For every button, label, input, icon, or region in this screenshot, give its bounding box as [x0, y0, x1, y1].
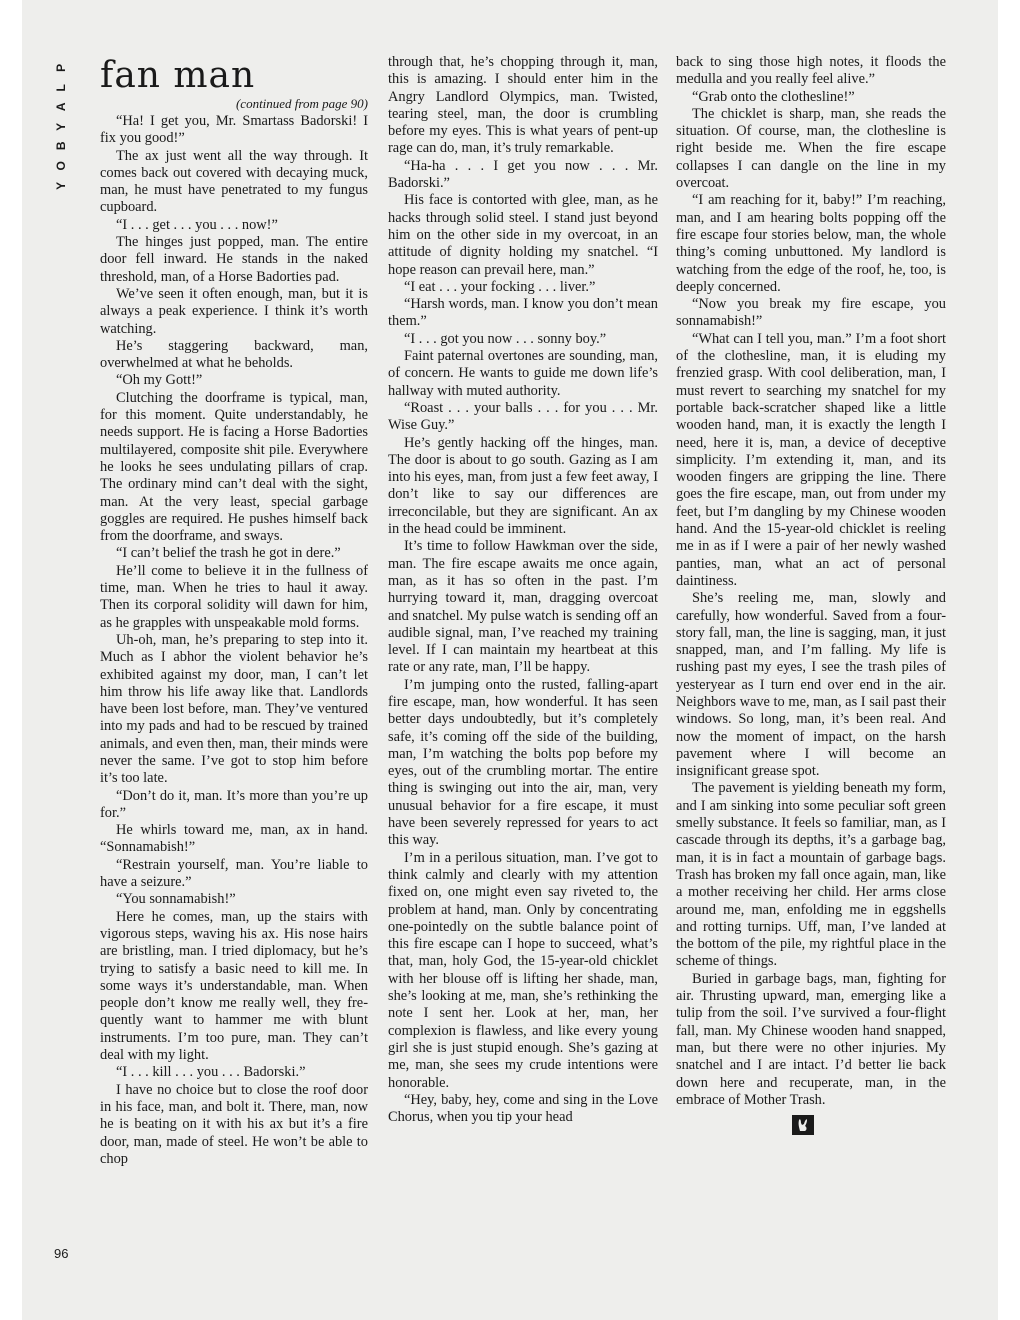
- column-body: [676, 54, 946, 1109]
- paragraph: “Roast . . . your balls . . . for you . . . Mr. Wise Guy.”: [388, 399, 658, 434]
- masthead-letter: B: [54, 141, 69, 151]
- paragraph: He’s staggering backward, man, overwhelmed at what he beholds.: [100, 337, 368, 372]
- paragraph: “I . . . got you now . . . sonny boy.”: [404, 330, 607, 347]
- paragraph: “Hey, baby, hey, come and sing in the Love Chorus, when you tip your head: [388, 1091, 658, 1126]
- paragraph: The ax just went all the way through. It comes back out covered with decaying muck, man, he must have penetrated to my fungus cupboard.: [100, 147, 368, 216]
- paragraph: I’m jumping onto the rusted, falling-apart fire escape, man, how wonderful. It has seen better days undoubtedly, but it’s completely safe, it’s coming off the side of the building, man, I’m watching the bolts pop before my eyes, out of the crumbling mortar. The entire thing is swinging out into the air, man, very unusual behavior for a fire escape, it must have been severely repressed for years to act this way.: [388, 676, 658, 849]
- paragraph: She’s reeling me, man, slowly and carefully, how wonderful. Saved from a four-story fall, man, the line is sagging, man, it just snapped, man, and I’m falling. My life is rushing past my eyes, I see the trash piles of yesteryear as I turn end over end in the air. Neighbors wave to me, man, as I sail past their windows. So long, man, it’s been real. And now the moment of impact, on the harsh pavement where I will become an insignificant grease spot.: [676, 590, 946, 780]
- paragraph: We’ve seen it often enough, man, but it is always a peak experience. I think it’s worth watching.: [100, 285, 368, 337]
- paragraph: “Grab onto the clothesline!”: [692, 88, 855, 105]
- paragraph: The chicklet is sharp, man, she reads the situation. Of course, man, the clothesline is right beside me. When the fire escape collapses I can dangle on the line in my overcoat.: [676, 105, 946, 192]
- masthead-letter: A: [54, 102, 69, 112]
- masthead-letter: L: [54, 83, 69, 92]
- paragraph: through that, he’s chopping through it, man, this is amazing. I should enter him in the Angry Landlord Olympics, man. Twisted, tearing steel, man, the door is crumbling before my eyes. This is what years of pent-up rage can do, man, it’s truly remarkable.: [388, 54, 658, 157]
- paragraph: “Now you break my fire escape, you sonnamabish!”: [676, 296, 946, 330]
- paragraph: “I can’t belief the trash he got in dere.”: [116, 545, 341, 562]
- paragraph: It’s time to follow Hawkman over the side, man. The fire escape awaits me once again, man, as it has so often in the past. I’m hurrying toward it, man, dragging overcoat and snatchel. My pulse watch is sending off an audible signal, man, I’ve reached my training level. If I can maintain my heartbeat at this rate or any rate, man, I’ll be happy.: [388, 538, 658, 676]
- paragraph: He’s gently hacking off the hinges, man. The door is about to go south. Gazing as I am into his eyes, man, from just a few feet away, I don’t like to say our differences are irreconcilable, but they are significant. An ax in the head could be imminent.: [388, 434, 658, 538]
- paragraph: “I . . . get . . . you . . . now!”: [116, 216, 278, 233]
- text-column-3: [676, 54, 946, 1264]
- masthead-letter: Y: [54, 122, 69, 131]
- paragraph: “You sonnamabish!”: [116, 891, 236, 908]
- paragraph: I’m in a perilous situation, man. I’ve got to think calmly and clearly with my attention fixed on, one might even say riveted to, the problem at hand, man. Only by concentrating one-pointedly on the subtle balance point of this fire escape can I hope to succeed, what’s that, man, holy God, the 15-year-old chicklet with her blouse off is lifting her shade, man, she’s looking at me, man, she’s rethinking the note I sent her. Look at her, man, her complexion is flawless, and like every young girl she is just stupid enough. She’s gazing at me, man, she sees my crude intentions were honorable.: [388, 849, 658, 1091]
- paragraph: The hinges just popped, man. The entire door fell inward. He stands in the naked threshold, man, of a Horse Badorties pad.: [100, 234, 368, 285]
- paragraph: “Don’t do it, man. It’s more than you’re up for.”: [100, 787, 368, 821]
- paragraph: He’ll come to believe it in the fullness of time, man. When he tries to haul it away. Then its corporal solidity will dawn for him, as he grapples with unspeakable mold forms.: [100, 562, 368, 631]
- paragraph: “I eat . . . your focking . . . liver.”: [404, 278, 596, 295]
- paragraph: “Restrain yourself, man. You’re liable to have a seizure.”: [100, 856, 368, 891]
- page-number: 96: [54, 1246, 69, 1261]
- paragraph: Buried in garbage bags, man, fighting for air. Thrusting upward, man, emerging like a tulip from the soil. I’ve survived a four-flight fall, man. My Chinese wooden hand snapped, man, but there were no other injuries. My snatchel and I are intact. I’d better lie back down here and recuperate, man, in the embrace of Mother Trash.: [676, 970, 946, 1108]
- text-column-2: [388, 54, 658, 1264]
- paragraph: “Oh my Gott!”: [116, 372, 203, 389]
- paragraph: “Ha! I get you, Mr. Smartass Badorski! I fix you good!”: [100, 113, 368, 147]
- rabbit-logo-icon: [792, 1115, 814, 1135]
- column-body: [100, 113, 368, 1168]
- masthead-letter: O: [54, 161, 69, 171]
- paragraph: “What can I tell you, man.” I’m a foot short of the clothesline, man, it is eluding my frenzied grasp. With cool deliberation, man, I must revert to searching my snatchel for my portable back-scratcher shaped like a little wooden hand, man, it is exactly the length I need, here it is, man, a device of deceptive simplicity. I’m extending it, man, and its wooden fingers are gripping the line. There goes the fire escape, man, out from under my feet, but I’m dangling by my Chinese wooden hand. And the 15-year-old chicklet is reeling me in as if I were a pair of her newly washed panties, man, what an act of personal daintiness.: [676, 330, 946, 589]
- masthead-letter: P: [54, 63, 69, 72]
- masthead-sidebar: [55, 58, 69, 195]
- paragraph: Clutching the doorframe is typical, man, for this moment. Quite understandably, he needs support. He is facing a Horse Badorties multilayered, composite shit pile. Everywhere he looks he sees undulating pillars of crap. The ordinary mind can’t deal with the sight, man. At the very least, special garbage goggles are required. He pushes himself back from the doorframe, and sways.: [100, 389, 368, 545]
- paragraph: The pavement is yielding beneath my form, and I am sinking into some peculiar soft green smelly substance. It feels so familiar, man, as I cascade through its depths, it’s a garbage bag, man, it is in fact a mountain of garbage bags. Trash has broken my fall once again, man, like a mother receiving her child. Her arms close around me, man, enfolding me in eggshells and rotting turnips. Uff, man, I’ve landed at the bottom of the pile, my rightful place in the scheme of things.: [676, 780, 946, 970]
- paragraph: Uh-oh, man, he’s preparing to step into it. Much as I abhor the violent behavior he’s exhibited against my door, man, I can’t let him throw his life away like that. Landlords have been lost before, man. They’ve ventured into my pads and had to be rescued by trained animals, and even then, man, their minds were never the same. I’ve got to stop him before it’s too late.: [100, 631, 368, 787]
- paragraph: He whirls toward me, man, ax in hand. “Sonnamabish!”: [100, 822, 368, 856]
- paragraph: His face is contorted with glee, man, as he hacks through solid steel. I stand just beyond him on the other side in my overcoat, in an attitude of dignity holding my snatchel. “I hope reason can prevail here, man.”: [388, 192, 658, 278]
- paragraph: “I am reaching for it, baby!” I’m reaching, man, and I am hearing bolts popping off the fire escape four stories below, man, the whole thing’s coming unbuttoned. My landlord is watching from the edge of the roof, he, too, is deeply concerned.: [676, 192, 946, 295]
- paragraph: Faint paternal overtones are sounding, man, of concern. He wants to guide me down life’s hallway with muted authority.: [388, 348, 658, 399]
- paragraph: Here he comes, man, up the stairs with vigorous steps, waving his ax. His nose hairs are bristling, man. I tried diplomacy, but he’s trying to satisfy a basic need to kill me. In some ways it’s understandable, man. When people don’t know me really well, they frequently want to hammer me with blunt instruments. I’m too pure, man. They can’t deal with my light.: [100, 908, 368, 1064]
- paragraph: back to sing those high notes, it floods the medulla and you really feel alive.”: [676, 54, 946, 88]
- paragraph: “I . . . kill . . . you . . . Badorski.”: [116, 1064, 306, 1081]
- column-body: [388, 54, 658, 1126]
- masthead-letter: Y: [54, 181, 69, 190]
- paragraph: “Ha-ha . . . I get you now . . . Mr. Badorski.”: [388, 157, 658, 192]
- paragraph: “Harsh words, man. I know you don’t mean them.”: [388, 296, 658, 330]
- text-column-1: [100, 58, 368, 1268]
- article-title: fan man: [100, 58, 256, 96]
- continued-note: (continued from page 90): [235, 96, 368, 111]
- paragraph: I have no choice but to close the roof door in his face, man, and bolt it. There, man, now he is beating on it with his ax but it’s a fire door, man, made of steel. He won’t be able to chop: [100, 1081, 368, 1167]
